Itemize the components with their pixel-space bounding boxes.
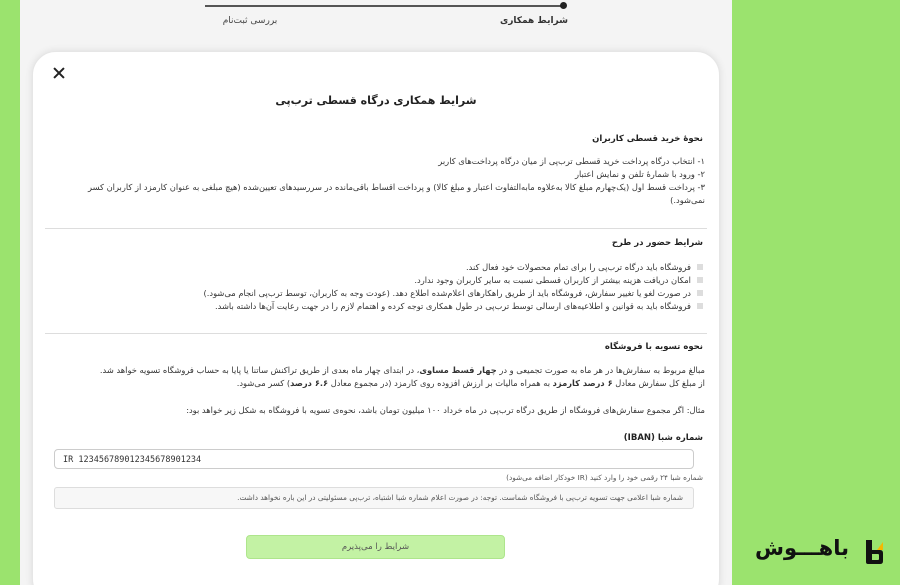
stepper-progress-line [205,5,563,7]
terms-modal [32,51,720,585]
divider [45,228,707,229]
purchase-step: ۱- انتخاب درگاه پرداخت خرید قسطی ترب‌پی از میان درگاه پرداخت‌های کاربر [438,156,705,166]
section-heading-settlement: نحوه تسویه با فروشگاه [604,342,703,352]
purchase-step: ۲- ورود با شمارهٔ تلفن و نمایش اعتبار [575,169,705,179]
registration-page [20,0,732,585]
list-item: فروشگاه باید درگاه ترب‌پی را برای تمام محصولات خود فعال کند. [63,261,703,274]
section-heading-purchase: نحوهٔ خرید قسطی کاربران [592,134,703,144]
brand-logo [742,530,892,574]
section-heading-participation: شرایط حضور در طرح [611,238,703,248]
settlement-text [55,364,705,390]
step-review: بررسی ثبت‌نام [222,16,278,26]
settlement-example: مثال: اگر مجموع سفارش‌های فروشگاه از طریق درگاه ترب‌پی در ماه خرداد ۱۰۰ میلیون تومان باشد، نحوه‌ی تسویه با فروشگاه به شکل زیر خواهد بود: [186,405,705,415]
modal-title: شرایط همکاری درگاه قسطی ترب‌پی [275,94,477,107]
iban-notice: شماره شبا اعلامی جهت تسویه ترب‌پی با فروشگاه شماست. توجه: در صورت اعلام شماره شبا اشتباه، ترب‌پی مسئولیتی در این باره نخواهد داشت. [54,487,694,509]
divider [45,333,707,334]
stepper-active-dot [560,2,567,9]
step-terms: شرایط همکاری [499,16,568,26]
iban-input[interactable]: IR 123456789012345678901234 [54,449,694,469]
brand-icon [863,538,885,566]
list-item: فروشگاه باید به قوانین و اطلاعیه‌های ارسالی توسط ترب‌پی در طول همکاری توجه کرده و اهتمام لازم را در جهت رعایت آن‌ها داشته باشد. [63,300,703,313]
settlement-paragraph: مبالغ مربوط به سفارش‌ها در هر ماه به صورت تجمیعی و در چهار قسط مساوی، در ابتدای چهار ماه بعدی از طریق تراکنش ساتنا یا پایا به حساب فروشگاه تسویه خواهد شد. [99,365,705,375]
purchase-step: ۳- پرداخت قسط اول (یک‌چهارم مبلغ کالا به‌علاوه مابه‌التفاوت اعتبار و مبلغ کالا) و پرداخت اقساط باقی‌مانده در سررسیدهای تعیین‌شده (هیچ مبلغی به عنوان کارمزد از کاربران کسر نمی‌شود.) [88,182,705,205]
iban-hint: شماره شبا ۲۴ رقمی خود را وارد کنید (IR خودکار اضافه می‌شود) [506,473,703,482]
participation-list [63,261,703,313]
list-item: در صورت لغو یا تغییر سفارش، فروشگاه باید از طریق راهکارهای اعلام‌شده اطلاع دهد. (عودت وجه به کاربران، توسط ترب‌پی انجام می‌شود.) [63,287,703,300]
close-icon[interactable] [51,66,67,82]
brand-name: باهـــوش [754,536,849,560]
settlement-fee-paragraph: از مبلغ کل سفارش معادل ۶ درصد کارمزد به همراه مالیات بر ارزش افزوده روی کارمزد (در مجموع معادل ۶.۶ درصد) کسر می‌شود. [236,378,705,388]
iban-label: شماره شبا (IBAN) [623,433,703,443]
accept-terms-button[interactable]: شرایط را می‌پذیرم [246,535,505,559]
list-item: امکان دریافت هزینه بیشتر از کاربران قسطی نسبت به سایر کاربران وجود ندارد. [63,274,703,287]
purchase-steps [55,155,705,207]
